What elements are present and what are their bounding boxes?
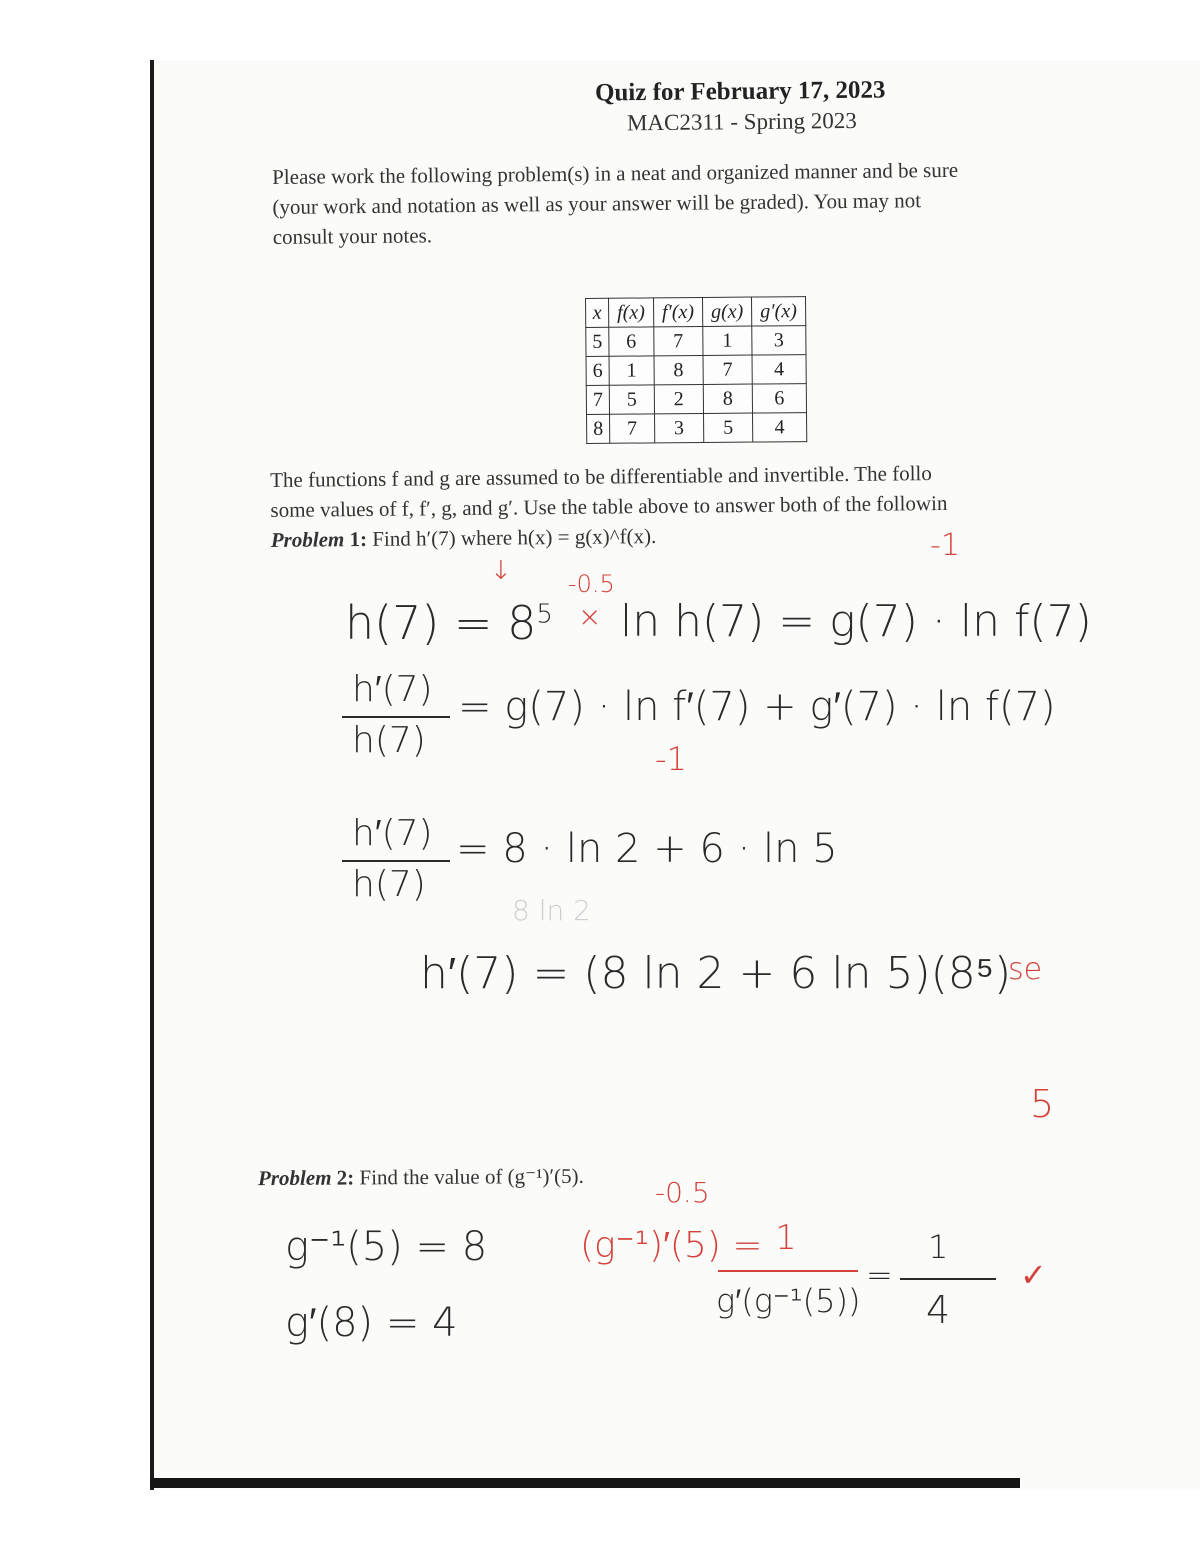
paper-shadow-left: [150, 60, 154, 1490]
grade-mark-minus-one-mid: -1: [655, 740, 687, 778]
formula-denominator: g′(g⁻¹(5)): [716, 1282, 861, 1320]
table-row: [587, 413, 807, 444]
table-cell: 8: [703, 384, 752, 413]
table-cell: 7: [654, 326, 703, 355]
work-frac-den: h(7): [352, 720, 426, 761]
table-header: g(x): [702, 297, 751, 326]
work-derivative-line: = g(7) · ln f′(7) + g′(7) · ln f(7): [458, 684, 1056, 730]
grade-mark-minus-one: -1: [930, 528, 960, 563]
work-substitution-line: = 8 · ln 2 + 6 · ln 5: [456, 826, 838, 872]
context-line: The functions f and g are assumed to be differentiable and invertible. The follo: [270, 461, 932, 492]
formula-numerator: 1: [775, 1218, 797, 1258]
table-header: f(x): [609, 298, 654, 327]
table-cell: 8: [587, 414, 610, 443]
work-h7-value: h(7) = 8: [345, 596, 537, 650]
erased-work: 8 ln 2: [512, 894, 591, 927]
work-inverse-derivative: (g⁻¹)′(5) =: [580, 1225, 763, 1266]
problem-1-text: Find h′(7) where h(x) = g(x)^f(x).: [372, 523, 657, 551]
table-row: [586, 326, 806, 357]
instructions-line: (your work and notation as well as your answer will be graded). You may not: [272, 188, 922, 219]
answer-fraction-bar: [900, 1278, 996, 1280]
problem-2-label: Problem: [257, 1165, 332, 1191]
problem-2-number: 2:: [336, 1165, 355, 1190]
arrow-down-mark: ↓: [490, 556, 512, 586]
instructions: [272, 154, 1053, 252]
work-frac-num-2: h′(7): [352, 813, 433, 854]
table-cell: 8: [654, 355, 703, 384]
grade-mark-half-p2: -0.5: [655, 1176, 710, 1209]
table-cell: 2: [654, 384, 703, 413]
check-icon: ✓: [1020, 1256, 1047, 1294]
quiz-title: Quiz for February 17, 2023: [594, 76, 886, 107]
table-cell: 4: [752, 355, 806, 384]
table-header: g′(x): [752, 297, 806, 326]
table-cell: 5: [609, 385, 654, 414]
quiz-header: [595, 78, 885, 135]
equals-sign: =: [866, 1256, 893, 1294]
table-cell: 3: [752, 326, 806, 355]
fraction-bar: [342, 716, 450, 718]
answer-numerator: 1: [928, 1228, 949, 1266]
grade-score: 5: [1030, 1082, 1055, 1126]
table-header: f′(x): [653, 297, 702, 326]
work-log-line: ln h(7) = g(7) · ln f(7): [620, 596, 1092, 647]
table-cell: 3: [654, 413, 703, 442]
cross-mark: ×: [578, 600, 602, 633]
table-cell: 1: [703, 326, 752, 355]
work-frac-den-2: h(7): [352, 864, 426, 905]
work-derivative-value: g′(8) = 4: [285, 1300, 458, 1346]
instructions-line: Please work the following problem(s) in a neat and organized manner and be sure: [272, 157, 959, 189]
table-cell: 7: [586, 385, 609, 414]
answer-denominator: 4: [926, 1288, 951, 1332]
problem-2-text: Find the value of (g⁻¹)′(5).: [359, 1163, 584, 1190]
instructions-line: consult your notes.: [272, 223, 433, 249]
context-line: some values of f, f′, g, and g′. Use the table above to answer both of the followin: [270, 490, 948, 522]
problem-1-label: Problem: [270, 527, 345, 552]
table-cell: 4: [753, 413, 807, 442]
table-row: [586, 355, 806, 386]
table-cell: 1: [609, 356, 654, 385]
work-exponent: 5: [536, 599, 553, 630]
formula-fraction-bar: [718, 1270, 858, 1272]
table-header: x: [586, 298, 609, 327]
table-cell: 6: [752, 384, 806, 413]
table-cell: 5: [586, 327, 609, 356]
grade-note-see: se: [1008, 952, 1043, 987]
work-final-answer: h′(7) = (8 ln 2 + 6 ln 5)(8⁵): [420, 948, 1012, 999]
fraction-bar-2: [342, 860, 450, 862]
grade-mark-half: -0.5: [568, 570, 615, 598]
problem-2-statement: [258, 1164, 584, 1191]
course-subtitle: MAC2311 - Spring 2023: [626, 107, 857, 136]
table-row: [586, 384, 806, 415]
table-cell: 7: [703, 355, 752, 384]
table-cell: 5: [703, 413, 752, 442]
table-cell: 7: [610, 414, 655, 443]
table-cell: 6: [609, 327, 654, 356]
work-frac-num: h′(7): [352, 669, 433, 710]
problem-1-number: 1:: [349, 526, 368, 552]
work-line-1: [345, 596, 553, 650]
table-cell: 6: [586, 356, 609, 385]
table-header-row: [586, 297, 806, 328]
values-table: [585, 296, 807, 444]
work-inverse-value: g⁻¹(5) = 8: [285, 1224, 488, 1270]
paper-shadow-bottom: [150, 1478, 1020, 1488]
